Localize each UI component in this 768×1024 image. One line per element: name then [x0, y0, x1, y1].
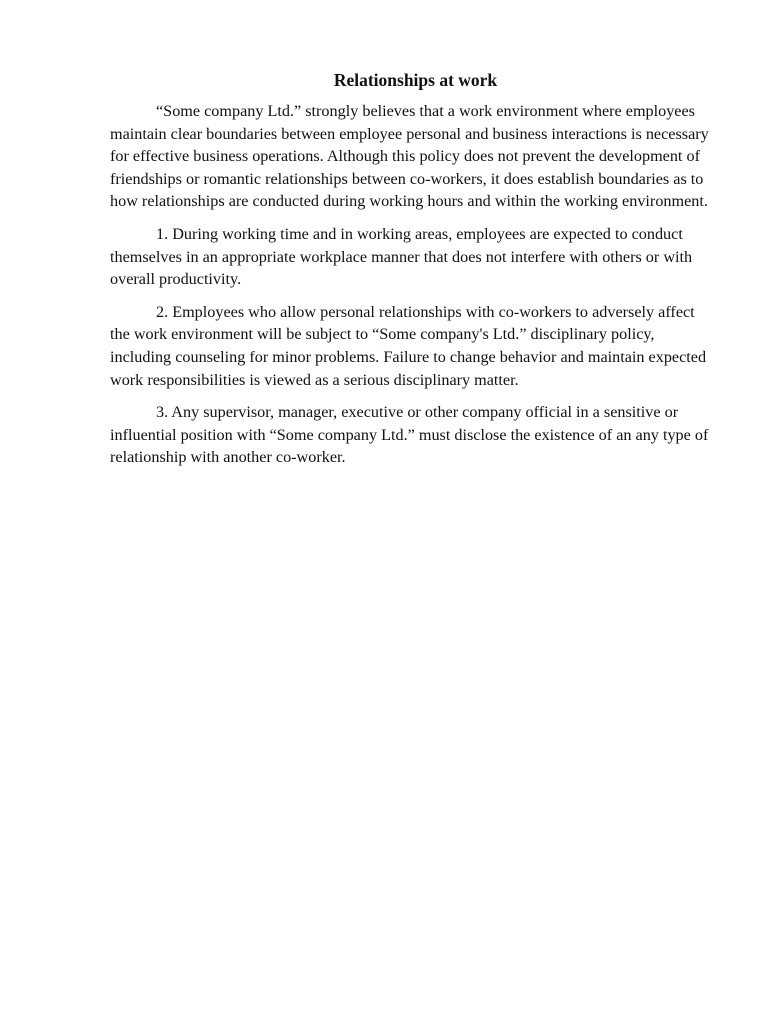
policy-item-3: 3. Any supervisor, manager, executive or other company official in a sensitive or influential position with “Some company Ltd.” must disclose the existence of an any type of relationship with another co-worker. [110, 403, 709, 467]
intro-paragraph: “Some company Ltd.” strongly believes that a work environment where employees maintain clear boundaries between employee personal and business interactions is necessary for effective business operations. Although this policy does not prevent the development of friendships or romantic relationships between co-workers, it does establish boundaries as to how relationships are conducted during working hours and within the working environment. [110, 102, 709, 211]
policy-item-1: 1. During working time and in working areas, employees are expected to conduct themselves in an appropriate workplace manner that does not interfere with others or with overall productivity. [110, 224, 693, 289]
document-body [110, 68, 715, 479]
policy-item-2: 2. Employees who allow personal relationships with co-workers to adversely affect the work environment will be subject to “Some company's Ltd.” disciplinary policy, including counseling for minor problems. Failure to change behavior and maintain expected work responsibilities is viewed as a serious disciplinary matter. [110, 302, 707, 389]
document-title: Relationships at work [333, 70, 498, 90]
